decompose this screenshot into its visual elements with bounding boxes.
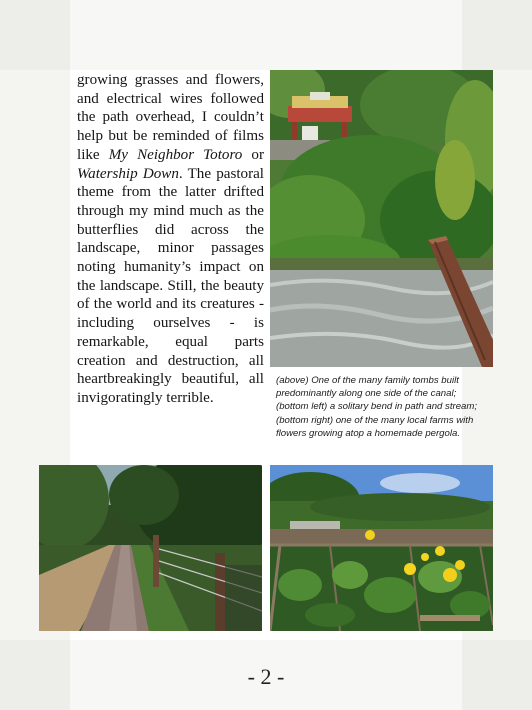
- photo-path-and-stream: [39, 465, 262, 631]
- photo-caption: (above) One of the many family tombs built predominantly along one side of the canal; (bottom left) a solitary bend in path and stream; (bottom right) one of the many local farms with flowers growing atop a homemade pergola.: [276, 375, 478, 439]
- page-number: - 2 -: [247, 664, 285, 689]
- article-body-text: [77, 71, 264, 408]
- film-title-watership-down: Watership Down: [77, 165, 179, 182]
- photo-family-tomb-canal: [270, 70, 493, 367]
- photo-farm-pergola-flowers: [270, 465, 493, 631]
- top-margin-band: [0, 0, 532, 70]
- article-text-part-2: or: [242, 146, 264, 163]
- film-title-totoro: My Neighbor Totoro: [108, 146, 243, 163]
- article-text-part-3: . The pastoral theme from the latter drifted through my mind much as the butterflies did across the landscape, minor passages noting humanity’s impact on the landscape. Still, the beauty of the world and its creatures - including ourselves - is remarkable, equal parts creation and destruction, all heartbreakingly beautiful, all invigoratingly terrible.: [77, 165, 265, 406]
- article-text-part-1: growing grasses and flowers, and electrical wires followed the path overhead, I couldn’t help but be reminded of films like: [77, 72, 264, 163]
